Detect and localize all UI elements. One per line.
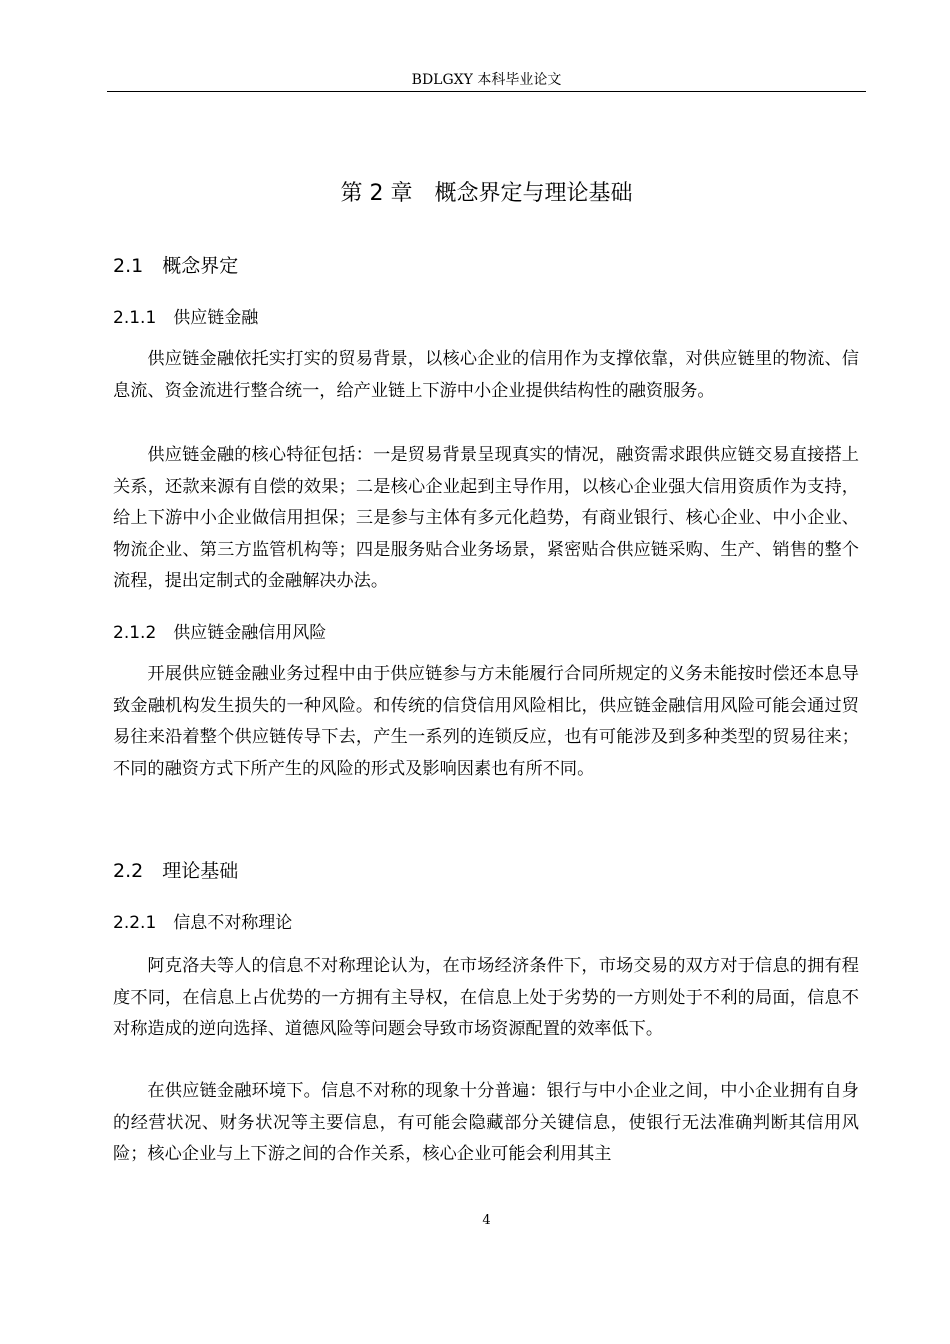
paragraph: 供应链金融依托实打实的贸易背景，以核心企业的信用作为支撑依靠，对供应链里的物流、信息流、资金流进行整合统一，给产业链上下游中小企业提供结构性的融资服务。 [113, 349, 859, 401]
paragraph: 在供应链金融环境下。信息不对称的现象十分普遍：银行与中小企业之间，中小企业拥有自身的经营状况、财务状况等主要信息，有可能会隐藏部分关键信息，使银行无法准确判断其信用风险；核心企业与上下游之间的合作关系，核心企业可能会利用其主 [113, 1081, 859, 1164]
paragraph: 供应链金融的核心特征包括：一是贸易背景呈现真实的情况，融资需求跟供应链交易直接搭上关系，还款来源有自偿的效果；二是核心企业起到主导作用，以核心企业强大信用资质作为支持，给上下游中小企业做信用担保；三是参与主体有多元化趋势，有商业银行、核心企业、中小企业、物流企业、第三方监管机构等；四是服务贴合业务场景，紧密贴合供应链采购、生产、销售的整个流程，提出定制式的金融解决办法。 [113, 445, 859, 591]
section-heading-2-1: 2.1 概念界定 [113, 255, 239, 277]
subsection-heading-2-1-1: 2.1.1 供应链金融 [113, 308, 259, 328]
paragraph: 阿克洛夫等人的信息不对称理论认为，在市场经济条件下，市场交易的双方对于信息的拥有程度不同，在信息上占优势的一方拥有主导权，在信息上处于劣势的一方则处于不利的局面，信息不对称造成的逆向选择、道德风险等问题会导致市场资源配置的效率低下。 [113, 956, 859, 1039]
subsection-heading-2-2-1: 2.2.1 信息不对称理论 [113, 913, 293, 933]
running-header: BDLGXY 本科毕业论文 [411, 72, 562, 88]
subsection-heading-2-1-2: 2.1.2 供应链金融信用风险 [113, 623, 327, 643]
chapter-title: 第 2 章 概念界定与理论基础 [340, 181, 633, 206]
header-divider [107, 91, 866, 92]
page-number: 4 [482, 1213, 491, 1228]
paragraph: 开展供应链金融业务过程中由于供应链参与方未能履行合同所规定的义务未能按时偿还本息导致金融机构发生损失的一种风险。和传统的信贷信用风险相比，供应链金融信用风险可能会通过贸易往来沿着整个供应链传导下去，产生一系列的连锁反应，也有可能涉及到多种类型的贸易往来；不同的融资方式下所产生的风险的形式及影响因素也有所不同。 [113, 664, 859, 779]
section-heading-2-2: 2.2 理论基础 [113, 860, 239, 882]
